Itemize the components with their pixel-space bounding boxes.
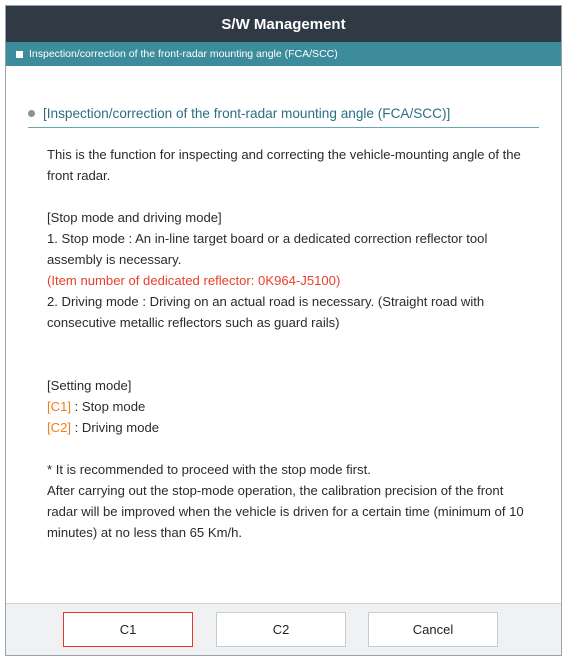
- square-bullet-icon: [16, 51, 23, 58]
- section-title: [28, 106, 539, 128]
- setting-c2: [47, 417, 537, 438]
- dialog-title: S/W Management: [6, 6, 561, 42]
- driving-mode-text: 2. Driving mode : Driving on an actual road is necessary. (Straight road with consecutive metallic reflectors such as guard rails): [47, 294, 485, 330]
- c2-code: [C2]: [47, 420, 72, 435]
- section-title-text: [Inspection/correction of the front-radar mounting angle (FCA/SCC)]: [43, 106, 451, 121]
- stop-mode-text: 1. Stop mode : An in-line target board or a dedicated correction reflector tool assembly is necessary.: [47, 231, 488, 267]
- c2-button[interactable]: C2: [216, 612, 346, 647]
- c2-text: : Driving mode: [71, 420, 160, 435]
- function-header: [6, 42, 561, 66]
- c1-text: : Stop mode: [71, 399, 146, 414]
- reflector-item-note: (Item number of dedicated reflector: 0K964-J5100): [47, 273, 341, 288]
- setting-heading: [Setting mode]: [47, 378, 132, 393]
- sw-management-dialog: [5, 5, 562, 656]
- intro-text: This is the function for inspecting and correcting the vehicle-mounting angle of the front radar.: [47, 147, 521, 183]
- calibration-note: After carrying out the stop-mode operation, the calibration precision of the front radar will be improved when the vehicle is driven for a certain time (minimum of 10 minutes) at no less than 65 Km/h.: [47, 483, 524, 540]
- c1-code: [C1]: [47, 399, 72, 414]
- setting-c1: [47, 396, 537, 417]
- recommend-text: * It is recommended to proceed with the stop mode first.: [47, 462, 371, 477]
- button-bar: [6, 603, 561, 655]
- bullet-dot-icon: [28, 110, 35, 117]
- content-panel[interactable]: [6, 66, 561, 603]
- modes-heading: [Stop mode and driving mode]: [47, 210, 222, 225]
- cancel-button[interactable]: Cancel: [368, 612, 498, 647]
- function-header-label: Inspection/correction of the front-radar mounting angle (FCA/SCC): [29, 48, 338, 60]
- c1-button[interactable]: C1: [63, 612, 193, 647]
- description-body: [28, 144, 539, 543]
